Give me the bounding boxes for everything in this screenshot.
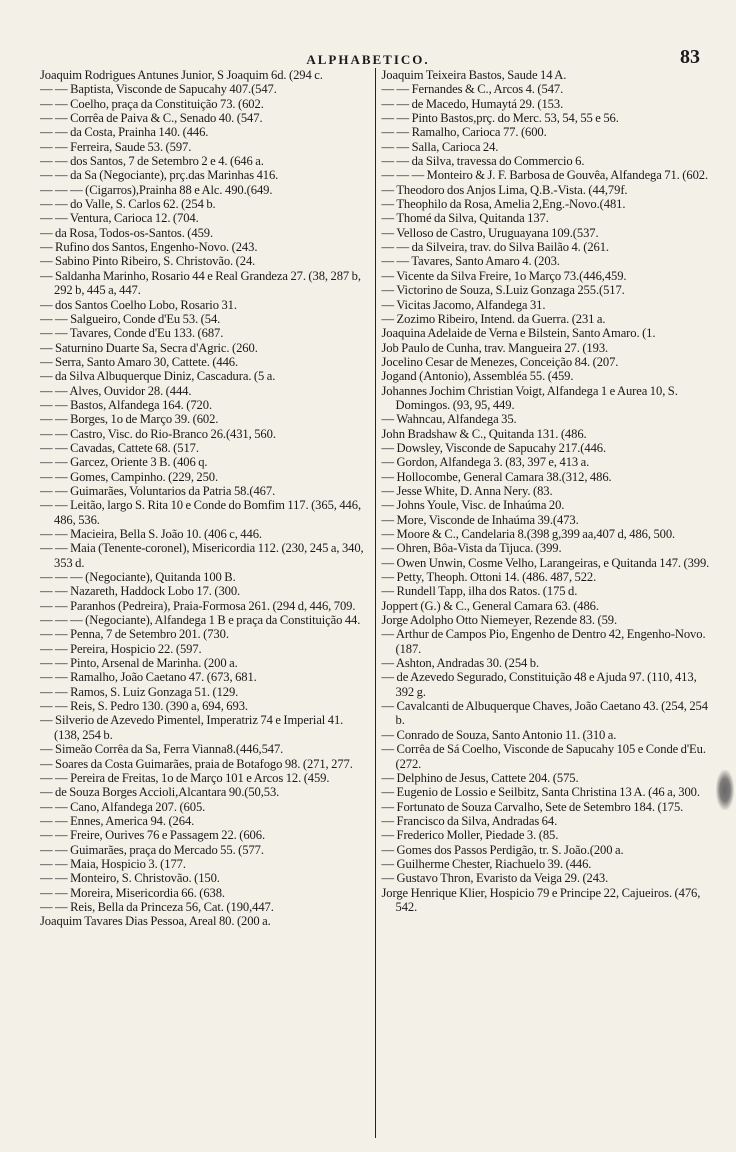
directory-entry: — — Macieira, Bella S. João 10. (406 c, 446. xyxy=(40,527,262,541)
directory-entry: — — Ramalho, Carioca 77. (600. xyxy=(381,125,547,140)
directory-entry: — Rundell Tapp, ilha dos Ratos. (175 d. xyxy=(381,584,578,599)
directory-entry: — — Coelho, praça da Constituição 73. (602. xyxy=(40,96,264,111)
directory-entry: — — Bastos, Alfandega 164. (720. xyxy=(40,397,212,412)
directory-entry: Jogand (Antonio), Assembléa 55. (459. xyxy=(381,369,574,384)
directory-entry: — de Azevedo Segurado, Constituição 48 e Ajuda 97. (110, 413, 392 g. xyxy=(381,670,697,699)
directory-entry: — — Tavares, Santo Amaro 4. (203. xyxy=(381,254,560,269)
directory-entry: Jocelino Cesar de Menezes, Conceição 84. (207. xyxy=(381,354,619,369)
directory-entry: — da Rosa, Todos-os-Santos. (459. xyxy=(40,225,214,240)
directory-entry: — Dowsley, Visconde de Sapucahy 217.(446. xyxy=(381,440,607,455)
directory-entry: — — — Monteiro & J. F. Barbosa de Gouvêa, Alfandega 71. (602. xyxy=(381,168,709,183)
directory-entry: — More, Visconde de Inhaúma 39.(473. xyxy=(381,512,579,527)
directory-entry: — — Guimarães, praça do Mercado 55. (577. xyxy=(40,842,264,857)
directory-entry: — de Souza Borges Accioli,Alcantara 90.(50,53. xyxy=(40,785,280,800)
directory-entry: — Theodoro dos Anjos Lima, Q.B.-Vista. (44,79f. xyxy=(381,182,628,197)
directory-entry: — — Freire, Ourives 76 e Passagem 22. (606. xyxy=(40,828,265,843)
directory-entry: — Zozimo Ribeiro, Intend. da Guerra. (231 a. xyxy=(381,311,606,326)
directory-entry: — — Garcez, Oriente 3 B. (406 q. xyxy=(40,455,208,470)
directory-entry: — Victorino de Souza, S.Luiz Gonzaga 255.(517. xyxy=(381,283,625,298)
running-title: ALPHABETICO. xyxy=(306,52,430,67)
page-stain xyxy=(716,770,734,810)
directory-entry: — Hollocombe, General Camara 38.(312, 486. xyxy=(381,469,612,484)
directory-entry: John Bradshaw & C., Quitanda 131. (486. xyxy=(381,426,587,441)
directory-entry: — — Cano, Alfandega 207. (605. xyxy=(40,799,206,814)
right-entry-list xyxy=(382,68,711,914)
directory-entry: — — Borges, 1o de Março 39. (602. xyxy=(40,412,219,427)
directory-entry: — Saldanha Marinho, Rosario 44 e Real Grandeza 27. (38, 287 b, 292 b, 445 a, 447. xyxy=(40,268,361,298)
directory-entry: — — Pinto, Arsenal de Marinha. (200 a. xyxy=(40,656,238,671)
directory-entry: — — da Silveira, trav. do Silva Bailão 4. (261. xyxy=(381,240,609,255)
page-number: 83 xyxy=(680,46,700,68)
right-column xyxy=(376,68,711,1142)
directory-entry: — — Maia, Hospicio 3. (177. xyxy=(40,856,186,871)
directory-entry: — — Ferreira, Saude 53. (597. xyxy=(40,139,192,154)
directory-entry: — — Baptista, Visconde de Sapucahy 407.(547. xyxy=(40,82,277,97)
directory-entry: — — — (Negociante), Alfandega 1 B e praça da Constituição 44. xyxy=(40,613,361,628)
directory-entry: — — Moreira, Misericordia 66. (638. xyxy=(40,885,225,900)
directory-entry: — — Leitão, largo S. Rita 10 e Conde do Bomfim 117. (365, 446, 486, 536. xyxy=(40,498,362,527)
directory-entry: — — Maia (Tenente-coronel), Misericordia 112. (230, 245 a, 340, 353 d. xyxy=(40,541,364,570)
directory-entry: — Thomé da Silva, Quitanda 137. xyxy=(381,211,549,226)
directory-entry: — — Ramos, S. Luiz Gonzaga 51. (129. xyxy=(40,684,239,699)
directory-entry: Johannes Jochim Christian Voigt, Alfandega 1 e Aurea 10, S. Domingos. (93, 95, 449. xyxy=(381,383,678,412)
directory-entry: — Wahncau, Alfandega 35. xyxy=(381,412,517,427)
directory-entry: — Conrado de Souza, Santo Antonio 11. (310 a. xyxy=(381,727,617,742)
directory-entry: — — Guimarães, Voluntarios da Patria 58.(467. xyxy=(40,483,276,498)
directory-entry: — — Salgueiro, Conde d'Eu 53. (54. xyxy=(40,311,221,326)
directory-entry: — Velloso de Castro, Uruguayana 109.(537. xyxy=(381,225,599,240)
directory-entry: Joaquim Rodrigues Antunes Junior, S Joaquim 6d. (294 c. xyxy=(40,68,323,82)
directory-entry: Jorge Henrique Klier, Hospicio 79 e Principe 22, Cajueiros. (476, 542. xyxy=(381,885,701,914)
directory-entry: — — da Costa, Prainha 140. (446. xyxy=(40,125,209,140)
directory-entry: — — Corrêa de Paiva & C., Senado 40. (547. xyxy=(40,111,263,126)
directory-entry: — Theophilo da Rosa, Amelia 2,Eng.-Novo.(481. xyxy=(381,197,626,212)
directory-entry: — — Pinto Bastos,prç. do Merc. 53, 54, 55 e 56. xyxy=(381,111,619,126)
directory-entry: — — Fernandes & C., Arcos 4. (547. xyxy=(381,82,564,97)
directory-entry: — Moore & C., Candelaria 8.(398 g,399 aa,407 d, 486, 500. xyxy=(381,527,676,541)
directory-entry: — Gordon, Alfandega 3. (83, 397 e, 413 a. xyxy=(381,455,590,470)
directory-entry: — — Ventura, Carioca 12. (704. xyxy=(40,211,199,226)
directory-entry: — Rufino dos Santos, Engenho-Novo. (243. xyxy=(40,240,258,255)
directory-entry: — — do Valle, S. Carlos 62. (254 b. xyxy=(40,197,216,212)
directory-entry: — — Reis, S. Pedro 130. (390 a, 694, 693. xyxy=(40,699,248,714)
directory-entry: Joaquim Tavares Dias Pessoa, Areal 80. (200 a. xyxy=(40,914,271,929)
directory-entry: Job Paulo de Cunha, trav. Mangueira 27. (193. xyxy=(381,340,609,355)
directory-entry: — Owen Unwin, Cosme Velho, Larangeiras, e Quitanda 147. (399. xyxy=(381,555,710,570)
left-entry-list xyxy=(40,68,371,929)
directory-entry: — dos Santos Coelho Lobo, Rosario 31. xyxy=(40,297,237,312)
directory-entry: — — Alves, Ouvidor 28. (444. xyxy=(40,383,192,398)
directory-entry: Joppert (G.) & C., General Camara 63. (486. xyxy=(381,598,599,613)
directory-entry: — Vicitas Jacomo, Alfandega 31. xyxy=(381,297,546,312)
directory-entry: — Vicente da Silva Freire, 1o Março 73.(446,459. xyxy=(381,268,627,283)
directory-entry: — — de Macedo, Humaytá 29. (153. xyxy=(381,96,564,111)
directory-entry: — — Monteiro, S. Christovão. (150. xyxy=(40,871,220,886)
directory-entry: — Delphino de Jesus, Cattete 204. (575. xyxy=(381,770,579,785)
directory-entry: — — Nazareth, Haddock Lobo 17. (300. xyxy=(40,584,241,599)
directory-entry: — Gomes dos Passos Perdigão, tr. S. João.(200 a. xyxy=(381,842,624,857)
directory-entry: Joaquim Teixeira Bastos, Saude 14 A. xyxy=(381,68,567,82)
directory-entry: — Simeão Corrêa da Sa, Ferra Vianna8.(446,547. xyxy=(40,742,284,757)
directory-entry: — Ashton, Andradas 30. (254 b. xyxy=(381,656,540,671)
directory-entry: — — Tavares, Conde d'Eu 133. (687. xyxy=(40,326,224,341)
directory-entry: — Corrêa de Sá Coelho, Visconde de Sapucahy 105 e Conde d'Eu. (272. xyxy=(381,742,706,771)
directory-entry: — Soares da Costa Guimarães, praia de Botafogo 98. (271, 277. xyxy=(40,756,353,771)
directory-entry: — Guilherme Chester, Riachuelo 39. (446. xyxy=(381,856,592,871)
directory-entry: — Fortunato de Souza Carvalho, Sete de Setembro 184. (175. xyxy=(381,799,684,814)
directory-entry: — Gustavo Thron, Evaristo da Veiga 29. (243. xyxy=(381,871,609,886)
directory-entry: — — Paranhos (Pedreira), Praia-Formosa 261. (294 d, 446, 709. xyxy=(40,598,356,613)
directory-entry: — Johns Youle, Visc. de Inhaúma 20. xyxy=(381,498,565,513)
directory-entry: — — — (Cigarros),Prainha 88 e Alc. 490.(649. xyxy=(40,182,273,197)
directory-entry: Jorge Adolpho Otto Niemeyer, Rezende 83. (59. xyxy=(381,613,618,628)
directory-entry: — Jesse White, D. Anna Nery. (83. xyxy=(381,483,553,498)
directory-entry: — — Gomes, Campinho. (229, 250. xyxy=(40,469,219,484)
directory-entry: — Sabino Pinto Ribeiro, S. Christovão. (24. xyxy=(40,254,256,269)
directory-entry: — Cavalcanti de Albuquerque Chaves, João Caetano 43. (254, 254 b. xyxy=(381,699,708,728)
directory-entry: — Petty, Theoph. Ottoni 14. (486. 487, 522. xyxy=(381,570,597,585)
left-column xyxy=(40,68,375,1142)
directory-entry: — — Pereira de Freitas, 1o de Março 101 e Arcos 12. (459. xyxy=(40,770,330,785)
directory-entry: — Eugenio de Lossio e Seilbitz, Santa Christina 13 A. (46 a, 300. xyxy=(381,785,700,800)
directory-entry: — — Penna, 7 de Setembro 201. (730. xyxy=(40,627,229,642)
directory-entry: — — Cavadas, Cattete 68. (517. xyxy=(40,440,199,455)
directory-entry: — — Reis, Bella da Princeza 56, Cat. (190,447. xyxy=(40,899,274,914)
directory-entry: — — Ramalho, João Caetano 47. (673, 681. xyxy=(40,670,257,685)
directory-entry: — Silverio de Azevedo Pimentel, Imperatriz 74 e Imperial 41. (138, 254 b. xyxy=(40,713,344,742)
directory-entry: — Saturnino Duarte Sa, Secra d'Agric. (260. xyxy=(40,340,258,355)
directory-entry: — — Pereira, Hospicio 22. (597. xyxy=(40,641,202,656)
directory-entry: — Frederico Moller, Piedade 3. (85. xyxy=(381,828,559,843)
directory-entry: — da Silva Albuquerque Diniz, Cascadura. (5 a. xyxy=(40,369,276,384)
directory-entry: — — da Silva, travessa do Commercio 6. xyxy=(381,154,585,169)
directory-entry: — Serra, Santo Amaro 30, Cattete. (446. xyxy=(40,354,239,369)
directory-entry: — — Castro, Visc. do Rio-Branco 26.(431, 560. xyxy=(40,426,276,441)
directory-entry: — — da Sa (Negociante), prç.das Marinhas 416. xyxy=(40,168,279,183)
directory-entry: — — Ennes, America 94. (264. xyxy=(40,813,195,828)
directory-entry: — — dos Santos, 7 de Setembro 2 e 4. (646 a. xyxy=(40,154,264,169)
directory-entry: — — Salla, Carioca 24. xyxy=(381,139,499,154)
directory-entry: — — — (Negociante), Quitanda 100 B. xyxy=(40,570,236,585)
directory-entry: — Ohren, Bôa-Vista da Tijuca. (399. xyxy=(381,541,562,556)
columns xyxy=(40,68,710,1142)
directory-entry: — Arthur de Campos Pio, Engenho de Dentro 42, Engenho-Novo. (187. xyxy=(381,627,706,656)
directory-entry: — Francisco da Silva, Andradas 64. xyxy=(381,813,558,828)
directory-entry: Joaquina Adelaide de Verna e Bilstein, Santo Amaro. (1. xyxy=(381,326,656,341)
